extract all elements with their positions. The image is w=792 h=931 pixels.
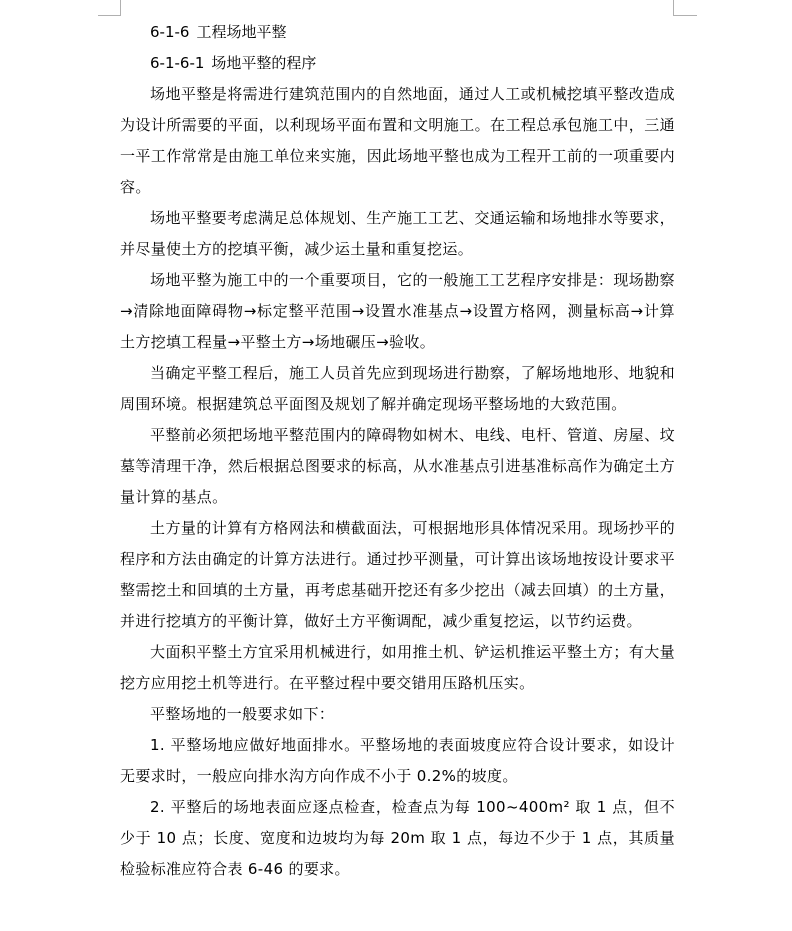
- paragraph-process-sequence: 场地平整为施工中的一个重要项目，它的一般施工工艺程序安排是：现场勘察→清除地面障碍物→标定整平范围→设置水准基点→设置方格网，测量标高→计算土方挖填工程量→平整土方→场地碾压→验收。: [120, 271, 675, 351]
- list-item-drainage: 1. 平整场地应做好地面排水。平整场地的表面坡度应符合设计要求，如设计无要求时，一般应向排水沟方向作成不小于 0.2%的坡度。: [120, 736, 675, 785]
- paragraph-earthwork-calculation: 土方量的计算有方格网法和横截面法，可根据地形具体情况采用。现场抄平的程序和方法由确定的计算方法进行。通过抄平测量，可计算出该场地按设计要求平整需挖土和回填的土方量，再考虑基础开挖还有多少挖出（减去回填）的土方量，并进行挖填方的平衡计算，做好土方平衡调配，减少重复挖运，以节约运费。: [120, 519, 675, 630]
- paragraph-machinery: 大面积平整土方宜采用机械进行，如用推土机、铲运机推运平整土方；有大量挖方应用挖土机等进行。在平整过程中要交错用压路机压实。: [120, 643, 675, 692]
- section-title: 工程场地平整: [196, 23, 287, 41]
- crop-mark-top-left-vertical: [120, 0, 121, 16]
- paragraph-obstacle-clearing: 平整前必须把场地平整范围内的障碍物如树木、电线、电杆、管道、房屋、坟墓等清理干净，然后根据总图要求的标高，从水准基点引进基准标高作为确定土方量计算的基点。: [120, 426, 675, 506]
- crop-mark-top-right-vertical: [673, 0, 674, 16]
- section-number: 6-1-6: [150, 23, 190, 41]
- paragraph-site-leveling-definition: 场地平整是将需进行建筑范围内的自然地面，通过人工或机械挖填平整改造成为设计所需要的平面，以利现场平面布置和文明施工。在工程总承包施工中，三通一平工作常常是由施工单位来实施，因此场地平整也成为工程开工前的一项重要内容。: [120, 85, 675, 196]
- section-heading: [120, 17, 675, 48]
- subsection-heading: [120, 48, 675, 79]
- paragraph-leveling-requirements: 场地平整要考虑满足总体规划、生产施工工艺、交通运输和场地排水等要求，并尽量使土方的挖填平衡，减少运土量和重复挖运。: [120, 209, 675, 258]
- paragraph-general-requirements-intro: 平整场地的一般要求如下：: [150, 705, 335, 723]
- list-item-inspection: 2. 平整后的场地表面应逐点检查，检查点为每 100~400m² 取 1 点，但不少于 10 点；长度、宽度和边坡均为每 20m 取 1 点，每边不少于 1 点，其质量检验标准应符合表 6-46 的要求。: [120, 798, 675, 878]
- crop-mark-top-left-horizontal: [98, 15, 121, 16]
- document-body: [120, 17, 675, 885]
- subsection-number: 6-1-6-1: [150, 54, 205, 72]
- subsection-title: 场地平整的程序: [211, 54, 317, 72]
- crop-mark-top-right-horizontal: [673, 15, 697, 16]
- paragraph-site-survey: 当确定平整工程后，施工人员首先应到现场进行勘察，了解场地地形、地貌和周围环境。根据建筑总平面图及规划了解并确定现场平整场地的大致范围。: [120, 364, 675, 413]
